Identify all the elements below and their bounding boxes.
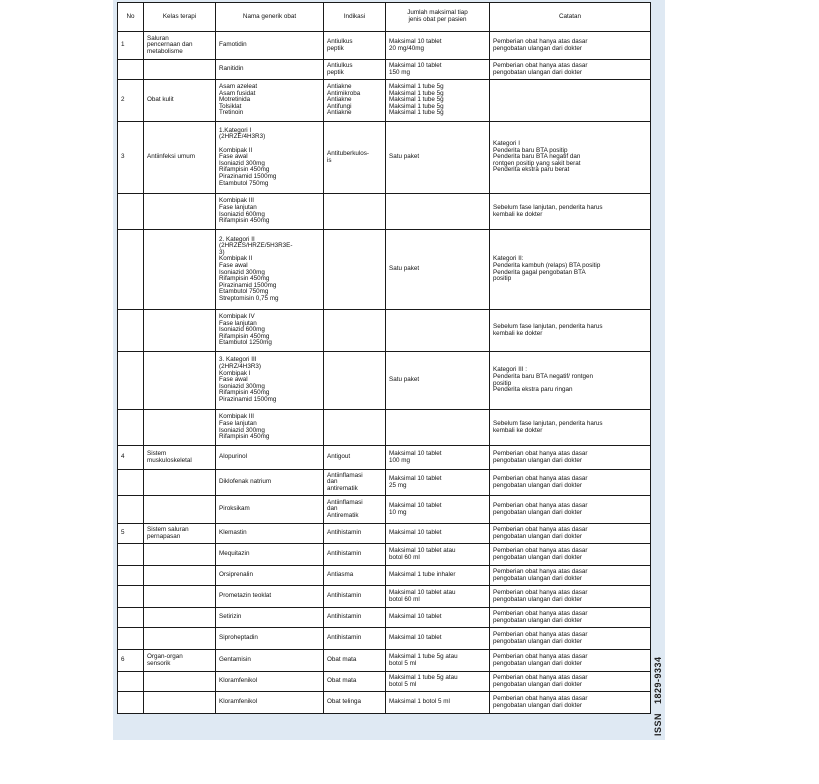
cell-no: 4: [118, 446, 144, 470]
cell-kelas: Sistem saluran pernapasan: [144, 524, 216, 544]
table-row: [118, 650, 651, 672]
table-row: [118, 446, 651, 470]
cell-jumlah: [386, 310, 490, 352]
table-row: [118, 566, 651, 586]
cell-kelas: Saluran pencernaan dan metabolisme: [144, 32, 216, 60]
cell-kelas: [144, 410, 216, 446]
table-row: [118, 122, 651, 194]
header-kelas-terapi: Kelas terapi: [144, 3, 216, 32]
cell-jumlah: Maksimal 10 tablet 20 mg/40mg: [386, 32, 490, 60]
cell-indikasi: [324, 352, 386, 410]
cell-no: 1: [118, 32, 144, 60]
cell-nama: Mequitazin: [216, 544, 324, 566]
cell-indikasi: Obat telinga: [324, 692, 386, 714]
cell-kelas: [144, 470, 216, 496]
cell-nama: Kombipak III Fase lanjutan Isoniazid 600mg Rifampisin 450mg: [216, 194, 324, 230]
cell-jumlah: Maksimal 1 tube 5g Maksimal 1 tube 5g Maksimal 1 tube 5g Maksimal 1 tube 5g Maksimal 1 tube 5g: [386, 80, 490, 122]
cell-nama: 3. Kategori III (2HRZ/4H3R3) Kombipak I Fase awal Isoniazid 300mg Rifampisin 450mg Pirazinamid 1500mg: [216, 352, 324, 410]
cell-nama: Prometazin teoklat: [216, 586, 324, 608]
cell-catatan: Pemberian obat hanya atas dasar pengobatan ulangan dari dokter: [490, 628, 651, 650]
cell-no: [118, 496, 144, 524]
cell-no: [118, 672, 144, 692]
cell-kelas: [144, 566, 216, 586]
cell-jumlah: Maksimal 10 tablet 10 mg: [386, 496, 490, 524]
cell-no: [118, 470, 144, 496]
cell-nama: Gentamisin: [216, 650, 324, 672]
cell-no: [118, 194, 144, 230]
cell-catatan: Pemberian obat hanya atas dasar pengobatan ulangan dari dokter: [490, 586, 651, 608]
table-body: [118, 32, 651, 714]
cell-nama: Alopurinol: [216, 446, 324, 470]
cell-nama: 1.Kategori I (2HRZE/4H3R3) Kombipak II Fase awal Isoniazid 300mg Rifampisin 450mg Pirazinamid 1500mg Etambutol 750mg: [216, 122, 324, 194]
cell-nama: Klemastin: [216, 524, 324, 544]
cell-indikasi: [324, 410, 386, 446]
cell-nama: Piroksikam: [216, 496, 324, 524]
cell-catatan: Pemberian obat hanya atas dasar pengobatan ulangan dari dokter: [490, 32, 651, 60]
cell-jumlah: Maksimal 10 tablet: [386, 628, 490, 650]
cell-kelas: Organ-organ sensorik: [144, 650, 216, 672]
header-catatan: Catatan: [490, 3, 651, 32]
cell-nama: Asam azeleat Asam fusidat Motretinida Tolsiklat Tretinoin: [216, 80, 324, 122]
cell-indikasi: Antihistamin: [324, 544, 386, 566]
cell-jumlah: [386, 410, 490, 446]
cell-no: [118, 310, 144, 352]
cell-catatan: Sebelum fase lanjutan, penderita harus kembali ke dokter: [490, 310, 651, 352]
cell-jumlah: Maksimal 10 tablet atau botol 60 ml: [386, 586, 490, 608]
cell-no: 3: [118, 122, 144, 194]
cell-indikasi: Antiulkus peptik: [324, 32, 386, 60]
cell-nama: Ranitidin: [216, 60, 324, 80]
table-row: [118, 230, 651, 310]
cell-kelas: [144, 60, 216, 80]
header-indikasi: Indikasi: [324, 3, 386, 32]
cell-no: [118, 628, 144, 650]
cell-jumlah: [386, 194, 490, 230]
cell-indikasi: [324, 310, 386, 352]
cell-jumlah: Maksimal 10 tablet: [386, 608, 490, 628]
cell-no: 6: [118, 650, 144, 672]
cell-nama: Orsiprenalin: [216, 566, 324, 586]
cell-indikasi: Antiinflamasi dan antirematik: [324, 470, 386, 496]
cell-no: [118, 230, 144, 310]
cell-nama: Kloramfenikol: [216, 672, 324, 692]
cell-catatan: Pemberian obat hanya atas dasar pengobatan ulangan dari dokter: [490, 60, 651, 80]
cell-jumlah: Maksimal 1 tube 5g atau botol 5 ml: [386, 672, 490, 692]
cell-kelas: [144, 672, 216, 692]
table-row: [118, 672, 651, 692]
cell-jumlah: Maksimal 1 tube inhaler: [386, 566, 490, 586]
cell-no: [118, 692, 144, 714]
cell-catatan: Pemberian obat hanya atas dasar pengobatan ulangan dari dokter: [490, 566, 651, 586]
cell-jumlah: Maksimal 10 tablet 100 mg: [386, 446, 490, 470]
table-header-row: [118, 3, 651, 32]
cell-indikasi: Antihistamin: [324, 608, 386, 628]
cell-jumlah: Maksimal 10 tablet 150 mg: [386, 60, 490, 80]
cell-catatan: Pemberian obat hanya atas dasar pengobatan ulangan dari dokter: [490, 608, 651, 628]
cell-kelas: [144, 628, 216, 650]
cell-kelas: [144, 310, 216, 352]
cell-indikasi: Antihistamin: [324, 524, 386, 544]
cell-catatan: Sebelum fase lanjutan, penderita harus kembali ke dokter: [490, 410, 651, 446]
cell-catatan: Pemberian obat hanya atas dasar pengobatan ulangan dari dokter: [490, 446, 651, 470]
cell-indikasi: [324, 230, 386, 310]
cell-jumlah: Satu paket: [386, 352, 490, 410]
cell-indikasi: Obat mata: [324, 672, 386, 692]
cell-no: [118, 566, 144, 586]
table-row: [118, 60, 651, 80]
drug-table: [117, 2, 651, 714]
table-row: [118, 692, 651, 714]
cell-catatan: Pemberian obat hanya atas dasar pengobatan ulangan dari dokter: [490, 470, 651, 496]
issn-label: [653, 618, 667, 736]
cell-catatan: Sebelum fase lanjutan, penderita harus kembali ke dokter: [490, 194, 651, 230]
cell-nama: Kombipak IV Fase lanjutan Isoniazid 600mg Rifampisin 450mg Etambutol 1250mg: [216, 310, 324, 352]
cell-indikasi: Antiakne Antimikroba Antiakne Antifungi Antiakne: [324, 80, 386, 122]
cell-jumlah: Maksimal 1 tube 5g atau botol 5 ml: [386, 650, 490, 672]
cell-indikasi: Antiulkus peptik: [324, 60, 386, 80]
cell-catatan: Pemberian obat hanya atas dasar pengobatan ulangan dari dokter: [490, 692, 651, 714]
cell-no: [118, 586, 144, 608]
cell-jumlah: Maksimal 10 tablet: [386, 524, 490, 544]
cell-kelas: [144, 496, 216, 524]
cell-nama: Diklofenak natrium: [216, 470, 324, 496]
cell-indikasi: Obat mata: [324, 650, 386, 672]
cell-indikasi: Antigout: [324, 446, 386, 470]
cell-catatan: Pemberian obat hanya atas dasar pengobatan ulangan dari dokter: [490, 496, 651, 524]
cell-kelas: [144, 586, 216, 608]
cell-kelas: Antiinfeksi umum: [144, 122, 216, 194]
table-row: [118, 586, 651, 608]
cell-jumlah: Satu paket: [386, 230, 490, 310]
table-row: [118, 410, 651, 446]
table-row: [118, 544, 651, 566]
cell-no: [118, 60, 144, 80]
cell-catatan: Pemberian obat hanya atas dasar pengobatan ulangan dari dokter: [490, 650, 651, 672]
cell-jumlah: Maksimal 10 tablet 25 mg: [386, 470, 490, 496]
cell-nama: Famotidin: [216, 32, 324, 60]
cell-nama: 2. Kategori II (2HRZES/HRZE/5H3R3E- 3) Kombipak II Fase awal Isoniazid 300mg Rifampisin 450mg Pirazinamid 1500mg Etambutol 750mg Streptomisin 0,75 mg: [216, 230, 324, 310]
table-row: [118, 524, 651, 544]
cell-catatan: Pemberian obat hanya atas dasar pengobatan ulangan dari dokter: [490, 672, 651, 692]
cell-nama: Setirizin: [216, 608, 324, 628]
cell-indikasi: Antihistamin: [324, 628, 386, 650]
cell-nama: Kloramfenikol: [216, 692, 324, 714]
table-row: [118, 352, 651, 410]
table-row: [118, 194, 651, 230]
cell-no: [118, 544, 144, 566]
cell-kelas: [144, 230, 216, 310]
cell-nama: Siproheptadin: [216, 628, 324, 650]
cell-kelas: [144, 544, 216, 566]
cell-no: [118, 352, 144, 410]
header-jumlah-maksimal: Jumlah maksimal tiap jenis obat per pasien: [386, 3, 490, 32]
table-row: [118, 80, 651, 122]
issn-number: 1829-9334: [653, 656, 663, 704]
cell-catatan: Kategori II: Penderita kambuh (relaps) BTA positip Penderita gagal pengobatan BTA positip: [490, 230, 651, 310]
cell-indikasi: [324, 194, 386, 230]
table-row: [118, 470, 651, 496]
table-row: [118, 496, 651, 524]
cell-kelas: Obat kulit: [144, 80, 216, 122]
cell-kelas: [144, 608, 216, 628]
cell-kelas: [144, 692, 216, 714]
header-nama-generik: Nama generik obat: [216, 3, 324, 32]
cell-kelas: [144, 194, 216, 230]
cell-kelas: [144, 352, 216, 410]
table-row: [118, 310, 651, 352]
cell-indikasi: Antiasma: [324, 566, 386, 586]
cell-jumlah: Maksimal 1 botol 5 ml: [386, 692, 490, 714]
cell-nama: Kombipak III Fase lanjutan Isoniazid 300mg Rifampisin 450mg: [216, 410, 324, 446]
table-row: [118, 32, 651, 60]
cell-no: 5: [118, 524, 144, 544]
cell-no: 2: [118, 80, 144, 122]
cell-kelas: Sistem muskuloskeletal: [144, 446, 216, 470]
cell-indikasi: Antihistamin: [324, 586, 386, 608]
cell-indikasi: Antiinflamasi dan Antirematik: [324, 496, 386, 524]
table-row: [118, 608, 651, 628]
cell-catatan: [490, 80, 651, 122]
table-row: [118, 628, 651, 650]
cell-jumlah: Satu paket: [386, 122, 490, 194]
cell-no: [118, 410, 144, 446]
cell-catatan: Kategori I Penderita baru BTA positip Penderita baru BTA negatif dan rontgen positip yang sakit berat Penderita ekstra paru berat: [490, 122, 651, 194]
cell-catatan: Pemberian obat hanya atas dasar pengobatan ulangan dari dokter: [490, 544, 651, 566]
issn-text: ISSN: [653, 712, 663, 736]
cell-no: [118, 608, 144, 628]
cell-indikasi: Antituberkulos- is: [324, 122, 386, 194]
cell-jumlah: Maksimal 10 tablet atau botol 60 ml: [386, 544, 490, 566]
cell-catatan: Pemberian obat hanya atas dasar pengobatan ulangan dari dokter: [490, 524, 651, 544]
header-no: No: [118, 3, 144, 32]
cell-catatan: Kategori III : Penderita baru BTA negatif/ rontgen positip Penderita ekstra paru ringan: [490, 352, 651, 410]
